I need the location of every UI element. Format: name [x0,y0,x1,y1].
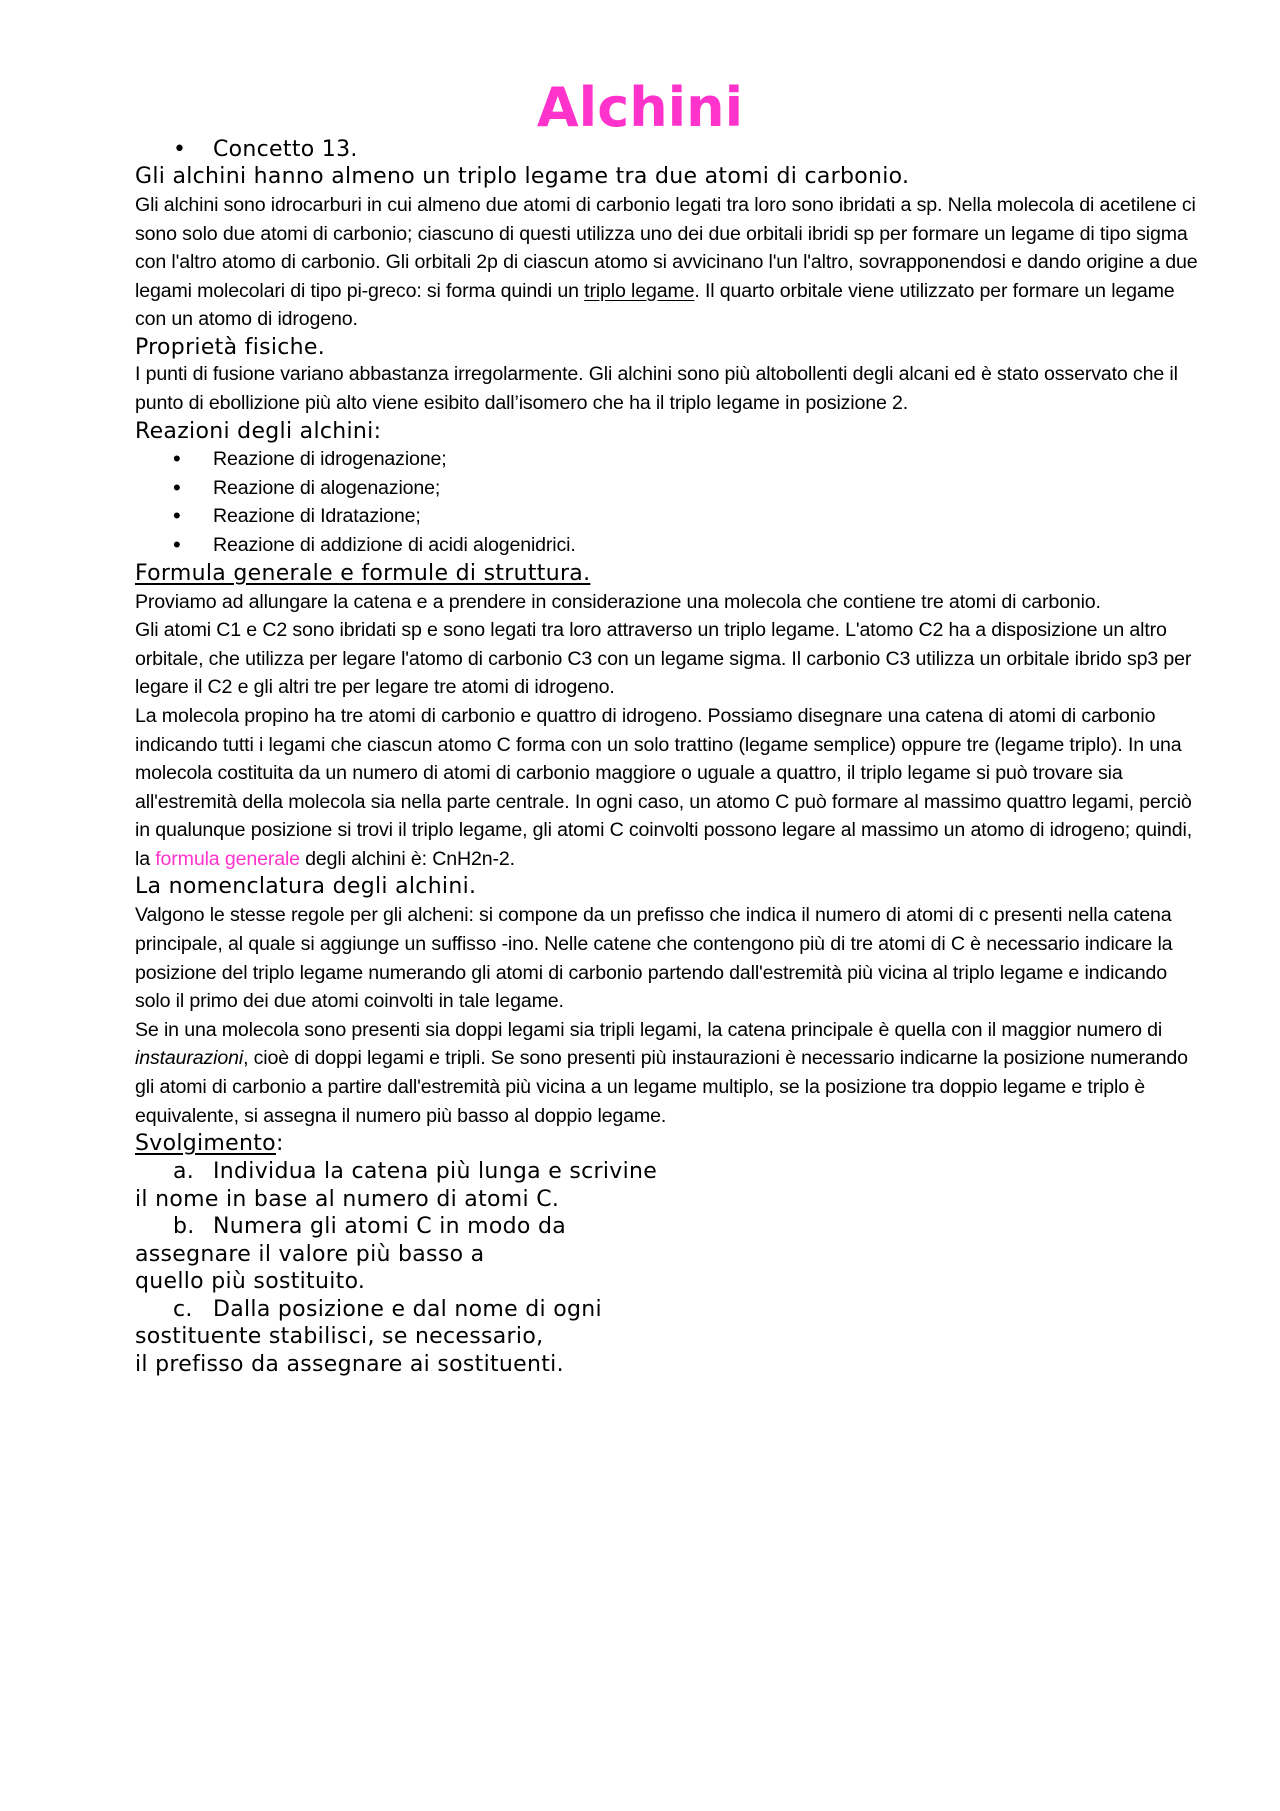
formula-paragraph-1: Proviamo ad allungare la catena e a prendere in considerazione una molecola che contiene tre atomi di carbonio. [135,590,1101,613]
step-marker: a. [173,1159,195,1185]
step-continuation: assegnare il valore più basso a [135,1241,485,1267]
formula-text-after: degli alchini è: CnH2n-2. [299,847,515,870]
reactions-list [135,445,1207,559]
list-item [135,474,1207,503]
step-marker: c. [173,1296,193,1322]
intro-text-before: Gli alchini sono idrocarburi in cui almeno due atomi di carbonio legati tra loro sono ibridati a sp. Nella molecola di acetilene ci sono solo due atomi di carbonio; ciascuno di questi utilizza uno dei due orbitali ibridi sp per formare un legame di tipo sigma con l'altro atomo di carbonio. Gli orbitali 2p di ciascun atomo si avvicinano l'un l'altro, sovrapponendosi e dando origine a due legami molecolari di tipo pi-greco: si forma quindi un [135,194,1198,302]
reaction-item: Reazione di idrogenazione; [213,448,447,471]
procedure-step-a [135,1158,1207,1213]
nomenclature-text-before: Se in una molecola sono presenti sia doppi legami sia tripli legami, la catena principale è quella con il maggior numero di [135,1018,1163,1041]
step-first-line [135,1296,1207,1324]
procedure-heading-line [135,1130,1207,1158]
reaction-item: Reazione di Idratazione; [213,505,421,528]
procedure-colon: : [275,1131,284,1157]
physical-paragraph: I punti di fusione variano abbastanza irregolarmente. Gli alchini sono più altobollenti degli alcani ed è stato osservato che il punto di ebollizione più alto viene esibito dall’isomero che ha il triplo legame in posizione 2. [135,362,1178,414]
step-text: Numera gli atomi C in modo da [213,1214,567,1240]
reactions-heading: Reazioni degli alchini: [135,419,382,445]
formula-heading: Formula generale e formule di struttura. [135,560,591,586]
step-text: Dalla posizione e dal nome di ogni [213,1296,602,1322]
bullet-icon: • [173,474,181,500]
step-continuation: il prefisso da assegnare ai sostituenti. [135,1351,564,1377]
procedure-heading: Svolgimento [135,1131,276,1157]
reaction-item: Reazione di alogenazione; [213,476,441,499]
step-marker: b. [173,1214,195,1240]
concept-label: Concetto 13. [213,137,358,162]
step-continuation: il nome in base al numero di atomi C. [135,1186,560,1212]
lead-sentence: Gli alchini hanno almeno un triplo legame tra due atomi di carbonio. [135,164,910,189]
bullet-icon: • [173,446,181,472]
intro-text-after: . Il quarto orbitale viene utilizzato per formare un legame con un atomo di idrogeno. [135,279,1175,331]
nomenclature-heading: La nomenclatura degli alchini. [135,874,477,900]
formula-paragraph-3 [135,702,1207,874]
document-body [135,136,1207,1378]
concept-list [135,136,1207,163]
formula-paragraph-2: Gli atomi C1 e C2 sono ibridati sp e sono legati tra loro attraverso un triplo legame. L'atomo C2 ha a disposizione un altro orbitale, che utilizza per legare l'atomo di carbonio C3 con un legame sigma. Il carbonio C3 utilizza un orbitale ibrido sp3 per legare il C2 e gli altri tre per legare tre atomi di idrogeno. [135,619,1192,699]
list-item [135,502,1207,531]
step-continuation: quello più sostituito. [135,1269,366,1295]
step-first-line [135,1158,1207,1186]
formula-highlight: formula generale [155,847,300,870]
bullet-icon: • [173,137,187,162]
list-item [135,531,1207,560]
step-continuation: sostituente stabilisci, se necessario, [135,1324,544,1350]
step-text: Individua la catena più lunga e scrivine [213,1159,658,1185]
intro-paragraph [135,191,1207,334]
step-first-line [135,1213,1207,1241]
list-item [135,136,1207,163]
procedure-step-b [135,1213,1207,1296]
bullet-icon: • [173,503,181,529]
nomenclature-paragraph-2 [135,1016,1207,1130]
list-item [135,445,1207,474]
procedure-steps [135,1158,1207,1378]
nomenclature-text-after: , cioè di doppi legami e tripli. Se sono presenti più instaurazioni è necessario indicarne la posizione numerando gli atomi di carbonio a partire dall'estremità più vicina a un legame multiplo, se la posizione tra doppio legame e triplo è equivalente, si assegna il numero più basso al doppio legame. [135,1047,1188,1127]
formula-text-before: La molecola propino ha tre atomi di carbonio e quattro di idrogeno. Possiamo disegnare una catena di atomi di carbonio indicando tutti i legami che ciascun atomo C forma con un solo trattino (legame semplice) oppure tre (legame triplo). In una molecola costituita da un numero di atomi di carbonio maggiore o uguale a quattro, il triplo legame si può trovare sia all'estremità della molecola sia nella parte centrale. In ogni caso, un atomo C può formare al massimo quattro legami, perciò in qualunque posizione si trovi il triplo legame, gli atomi C coinvolti possono legare al massimo un atomo di idrogeno; quindi, la [135,704,1193,870]
triplo-legame-link: triplo legame [584,279,695,302]
bullet-icon: • [173,531,181,557]
nomenclature-paragraph-1: Valgono le stesse regole per gli alcheni: si compone da un prefisso che indica il numero di atomi di c presenti nella catena principale, al quale si aggiunge un suffisso -ino. Nelle catene che contengono più di tre atomi di C è necessario indicare la posizione del triplo legame numerando gli atomi di carbonio partendo dall'estremità più vicina al triplo legame e indicando solo il primo dei due atomi coinvolti in tale legame. [135,904,1173,1013]
reaction-item: Reazione di addizione di acidi alogenidrici. [213,533,576,556]
procedure-step-c [135,1296,1207,1379]
page-title: Alchini [536,76,744,139]
instaurazioni-term: instaurazioni [135,1047,244,1070]
physical-heading: Proprietà fisiche. [135,334,326,360]
